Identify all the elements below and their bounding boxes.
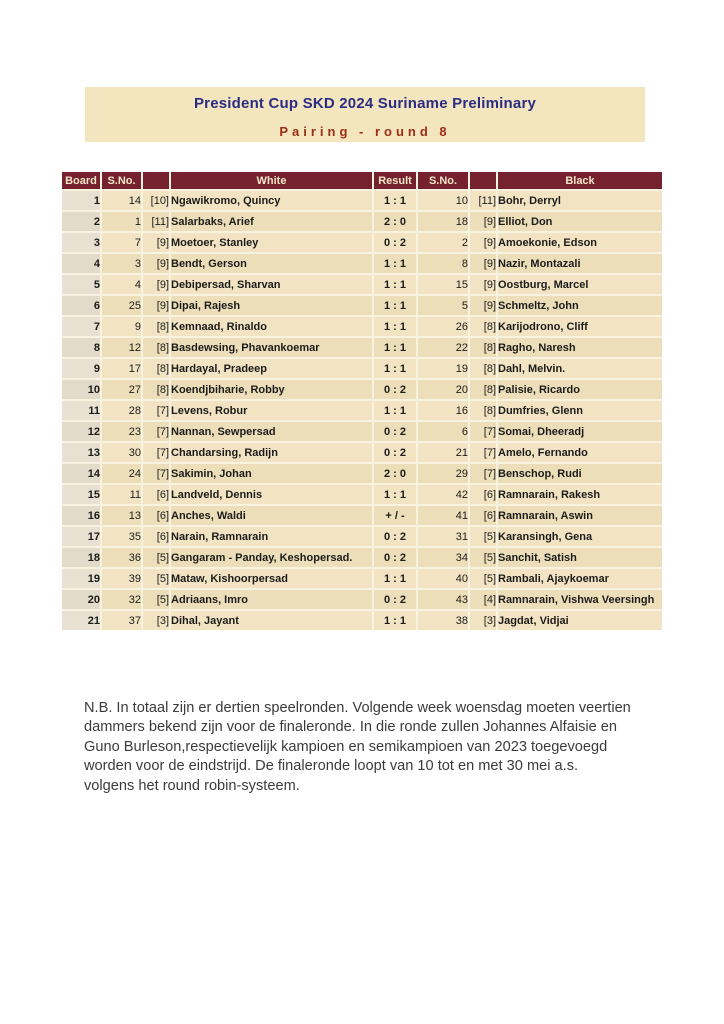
white-rating-cell: [5] — [142, 568, 170, 589]
board-number-cell: 4 — [62, 253, 101, 274]
black-rating-cell: [3] — [469, 610, 497, 630]
board-number-cell: 18 — [62, 547, 101, 568]
result-cell: 1 : 1 — [373, 190, 417, 211]
white-player-cell: Mataw, Kishoorpersad — [170, 568, 373, 589]
white-player-cell: Moetoer, Stanley — [170, 232, 373, 253]
black-sno-cell: 26 — [417, 316, 469, 337]
white-rating-cell: [8] — [142, 337, 170, 358]
result-cell: 1 : 1 — [373, 274, 417, 295]
black-rating-cell: [4] — [469, 589, 497, 610]
white-player-cell: Salarbaks, Arief — [170, 211, 373, 232]
black-rating-cell: [5] — [469, 526, 497, 547]
pairing-row — [62, 589, 662, 610]
board-number-cell: 1 — [62, 190, 101, 211]
white-rating-cell: [7] — [142, 400, 170, 421]
pairing-row — [62, 610, 662, 630]
black-player-cell: Somai, Dheeradj — [497, 421, 662, 442]
white-sno-cell: 36 — [101, 547, 142, 568]
result-cell: 1 : 1 — [373, 337, 417, 358]
black-rating-cell: [7] — [469, 442, 497, 463]
white-player-cell: Ngawikromo, Quincy — [170, 190, 373, 211]
white-sno-cell: 25 — [101, 295, 142, 316]
result-cell: 2 : 0 — [373, 463, 417, 484]
black-sno-cell: 19 — [417, 358, 469, 379]
black-player-cell: Dumfries, Glenn — [497, 400, 662, 421]
pairing-row — [62, 232, 662, 253]
white-sno-cell: 35 — [101, 526, 142, 547]
footnote — [84, 699, 659, 796]
board-number-cell: 21 — [62, 610, 101, 630]
footnote-line: volgens het round robin-systeem. — [84, 777, 300, 794]
black-sno-cell: 40 — [417, 568, 469, 589]
white-player-cell: Bendt, Gerson — [170, 253, 373, 274]
black-sno-cell: 38 — [417, 610, 469, 630]
white-player-cell: Debipersad, Sharvan — [170, 274, 373, 295]
result-cell: 0 : 2 — [373, 589, 417, 610]
black-rating-cell: [8] — [469, 400, 497, 421]
tournament-title: President Cup SKD 2024 Suriname Preliminary — [193, 95, 537, 112]
pairing-row — [62, 400, 662, 421]
pairing-row — [62, 274, 662, 295]
result-cell: 1 : 1 — [373, 316, 417, 337]
black-player-cell: Dahl, Melvin. — [497, 358, 662, 379]
board-number-cell: 10 — [62, 379, 101, 400]
board-number-cell: 8 — [62, 337, 101, 358]
black-player-cell: Karijodrono, Cliff — [497, 316, 662, 337]
pairing-table-body — [62, 190, 662, 630]
white-sno-cell: 39 — [101, 568, 142, 589]
white-rating-cell: [9] — [142, 295, 170, 316]
black-rating-cell: [8] — [469, 316, 497, 337]
white-player-cell: Landveld, Dennis — [170, 484, 373, 505]
board-number-cell: 7 — [62, 316, 101, 337]
white-sno-cell: 13 — [101, 505, 142, 526]
white-rating-cell: [8] — [142, 379, 170, 400]
table-header-row — [62, 172, 662, 190]
board-number-cell: 9 — [62, 358, 101, 379]
pairing-row — [62, 358, 662, 379]
black-player-cell: Elliot, Don — [497, 211, 662, 232]
result-cell: 2 : 0 — [373, 211, 417, 232]
board-number-cell: 5 — [62, 274, 101, 295]
white-rating-cell: [9] — [142, 253, 170, 274]
white-rating-cell: [6] — [142, 484, 170, 505]
board-number-cell: 19 — [62, 568, 101, 589]
black-sno-cell: 43 — [417, 589, 469, 610]
board-number-cell: 11 — [62, 400, 101, 421]
white-player-cell: Chandarsing, Radijn — [170, 442, 373, 463]
white-rating-cell: [7] — [142, 421, 170, 442]
result-cell: 1 : 1 — [373, 568, 417, 589]
tournament-banner — [85, 87, 645, 142]
board-number-cell: 17 — [62, 526, 101, 547]
black-player-cell: Sanchit, Satish — [497, 547, 662, 568]
white-sno-cell: 37 — [101, 610, 142, 630]
pairing-table — [62, 172, 662, 630]
white-player-cell: Sakimin, Johan — [170, 463, 373, 484]
black-rating-cell: [9] — [469, 211, 497, 232]
result-cell: 1 : 1 — [373, 295, 417, 316]
header-black: Black — [497, 172, 662, 190]
pairing-row — [62, 463, 662, 484]
header-black-sno: S.No. — [417, 172, 469, 190]
black-sno-cell: 34 — [417, 547, 469, 568]
black-rating-cell: [9] — [469, 295, 497, 316]
black-sno-cell: 42 — [417, 484, 469, 505]
board-number-cell: 13 — [62, 442, 101, 463]
white-sno-cell: 1 — [101, 211, 142, 232]
black-player-cell: Rambali, Ajaykoemar — [497, 568, 662, 589]
board-number-cell: 14 — [62, 463, 101, 484]
round-subtitle: Pairing - round 8 — [279, 124, 451, 139]
black-rating-cell: [6] — [469, 484, 497, 505]
black-player-cell: Bohr, Derryl — [497, 190, 662, 211]
board-number-cell: 6 — [62, 295, 101, 316]
black-rating-cell: [6] — [469, 505, 497, 526]
pairing-row — [62, 568, 662, 589]
white-rating-cell: [7] — [142, 442, 170, 463]
pairing-row — [62, 526, 662, 547]
black-sno-cell: 20 — [417, 379, 469, 400]
white-sno-cell: 30 — [101, 442, 142, 463]
black-player-cell: Palisie, Ricardo — [497, 379, 662, 400]
black-rating-cell: [8] — [469, 358, 497, 379]
pairing-row — [62, 421, 662, 442]
black-player-cell: Amoekonie, Edson — [497, 232, 662, 253]
result-cell: 0 : 2 — [373, 232, 417, 253]
result-cell: 1 : 1 — [373, 253, 417, 274]
black-player-cell: Schmeltz, John — [497, 295, 662, 316]
white-rating-cell: [8] — [142, 358, 170, 379]
white-player-cell: Anches, Waldi — [170, 505, 373, 526]
black-sno-cell: 31 — [417, 526, 469, 547]
white-rating-cell: [9] — [142, 232, 170, 253]
footnote-line: N.B. In totaal zijn er dertien speelronden. Volgende week woensdag moeten veertien — [84, 700, 631, 716]
pairing-row — [62, 505, 662, 526]
result-cell: 0 : 2 — [373, 526, 417, 547]
pairing-row — [62, 253, 662, 274]
white-sno-cell: 7 — [101, 232, 142, 253]
black-player-cell: Ramnarain, Rakesh — [497, 484, 662, 505]
pairing-row — [62, 547, 662, 568]
white-sno-cell: 12 — [101, 337, 142, 358]
black-sno-cell: 5 — [417, 295, 469, 316]
white-rating-cell: [3] — [142, 610, 170, 630]
result-cell: 1 : 1 — [373, 358, 417, 379]
black-player-cell: Ragho, Naresh — [497, 337, 662, 358]
pairing-row — [62, 211, 662, 232]
white-sno-cell: 24 — [101, 463, 142, 484]
black-sno-cell: 41 — [417, 505, 469, 526]
white-sno-cell: 23 — [101, 421, 142, 442]
white-player-cell: Koendjbiharie, Robby — [170, 379, 373, 400]
black-player-cell: Jagdat, Vidjai — [497, 610, 662, 630]
pairing-row — [62, 379, 662, 400]
white-rating-cell: [9] — [142, 274, 170, 295]
pairing-row — [62, 484, 662, 505]
white-player-cell: Narain, Ramnarain — [170, 526, 373, 547]
black-player-cell: Karansingh, Gena — [497, 526, 662, 547]
black-player-cell: Benschop, Rudi — [497, 463, 662, 484]
white-sno-cell: 4 — [101, 274, 142, 295]
board-number-cell: 20 — [62, 589, 101, 610]
result-cell: + / - — [373, 505, 417, 526]
white-player-cell: Gangaram - Panday, Keshopersad. — [170, 547, 373, 568]
board-number-cell: 12 — [62, 421, 101, 442]
white-sno-cell: 14 — [101, 190, 142, 211]
white-sno-cell: 27 — [101, 379, 142, 400]
black-rating-cell: [9] — [469, 274, 497, 295]
black-player-cell: Oostburg, Marcel — [497, 274, 662, 295]
pairing-row — [62, 295, 662, 316]
white-player-cell: Hardayal, Pradeep — [170, 358, 373, 379]
white-player-cell: Kemnaad, Rinaldo — [170, 316, 373, 337]
black-sno-cell: 8 — [417, 253, 469, 274]
black-sno-cell: 22 — [417, 337, 469, 358]
result-cell: 1 : 1 — [373, 484, 417, 505]
result-cell: 1 : 1 — [373, 610, 417, 630]
white-sno-cell: 11 — [101, 484, 142, 505]
black-rating-cell: [7] — [469, 463, 497, 484]
white-sno-cell: 3 — [101, 253, 142, 274]
black-sno-cell: 21 — [417, 442, 469, 463]
white-rating-cell: [6] — [142, 505, 170, 526]
black-rating-cell: [8] — [469, 337, 497, 358]
board-number-cell: 16 — [62, 505, 101, 526]
white-player-cell: Adriaans, Imro — [170, 589, 373, 610]
white-rating-cell: [11] — [142, 211, 170, 232]
white-player-cell: Levens, Robur — [170, 400, 373, 421]
white-rating-cell: [10] — [142, 190, 170, 211]
black-sno-cell: 15 — [417, 274, 469, 295]
white-sno-cell: 28 — [101, 400, 142, 421]
black-rating-cell: [9] — [469, 232, 497, 253]
white-sno-cell: 17 — [101, 358, 142, 379]
board-number-cell: 3 — [62, 232, 101, 253]
footnote-line: Guno Burleson,respectievelijk kampioen en semikampioen van 2023 toegevoegd — [84, 738, 608, 755]
black-rating-cell: [8] — [469, 379, 497, 400]
black-sno-cell: 2 — [417, 232, 469, 253]
white-rating-cell: [5] — [142, 547, 170, 568]
black-sno-cell: 10 — [417, 190, 469, 211]
white-rating-cell: [7] — [142, 463, 170, 484]
black-sno-cell: 6 — [417, 421, 469, 442]
black-rating-cell: [5] — [469, 568, 497, 589]
header-white-rating — [142, 172, 170, 190]
black-player-cell: Nazir, Montazali — [497, 253, 662, 274]
pairing-row — [62, 337, 662, 358]
result-cell: 0 : 2 — [373, 379, 417, 400]
footnote-line: worden voor de eindstrijd. De finaleronde loopt van 10 tot en met 30 mei a.s. — [84, 758, 579, 775]
board-number-cell: 2 — [62, 211, 101, 232]
result-cell: 1 : 1 — [373, 400, 417, 421]
result-cell: 0 : 2 — [373, 547, 417, 568]
header-white: White — [170, 172, 373, 190]
black-rating-cell: [7] — [469, 421, 497, 442]
header-board: Board — [62, 172, 101, 190]
white-player-cell: Basdewsing, Phavankoemar — [170, 337, 373, 358]
black-rating-cell: [5] — [469, 547, 497, 568]
footnote-line: dammers bekend zijn voor de finaleronde. In die ronde zullen Johannes Alfaisie en — [84, 719, 618, 736]
white-player-cell: Nannan, Sewpersad — [170, 421, 373, 442]
pairing-row — [62, 442, 662, 463]
header-white-sno: S.No. — [101, 172, 142, 190]
black-player-cell: Amelo, Fernando — [497, 442, 662, 463]
black-sno-cell: 16 — [417, 400, 469, 421]
white-rating-cell: [6] — [142, 526, 170, 547]
black-rating-cell: [11] — [469, 190, 497, 211]
white-sno-cell: 32 — [101, 589, 142, 610]
black-player-cell: Ramnarain, Aswin — [497, 505, 662, 526]
white-rating-cell: [8] — [142, 316, 170, 337]
result-cell: 0 : 2 — [373, 421, 417, 442]
pairing-row — [62, 190, 662, 211]
pairing-row — [62, 316, 662, 337]
white-rating-cell: [5] — [142, 589, 170, 610]
header-black-rating — [469, 172, 497, 190]
black-player-cell: Ramnarain, Vishwa Veersingh — [497, 589, 662, 610]
white-sno-cell: 9 — [101, 316, 142, 337]
header-result: Result — [373, 172, 417, 190]
white-player-cell: Dipai, Rajesh — [170, 295, 373, 316]
black-rating-cell: [9] — [469, 253, 497, 274]
board-number-cell: 15 — [62, 484, 101, 505]
result-cell: 0 : 2 — [373, 442, 417, 463]
white-player-cell: Dihal, Jayant — [170, 610, 373, 630]
black-sno-cell: 29 — [417, 463, 469, 484]
black-sno-cell: 18 — [417, 211, 469, 232]
